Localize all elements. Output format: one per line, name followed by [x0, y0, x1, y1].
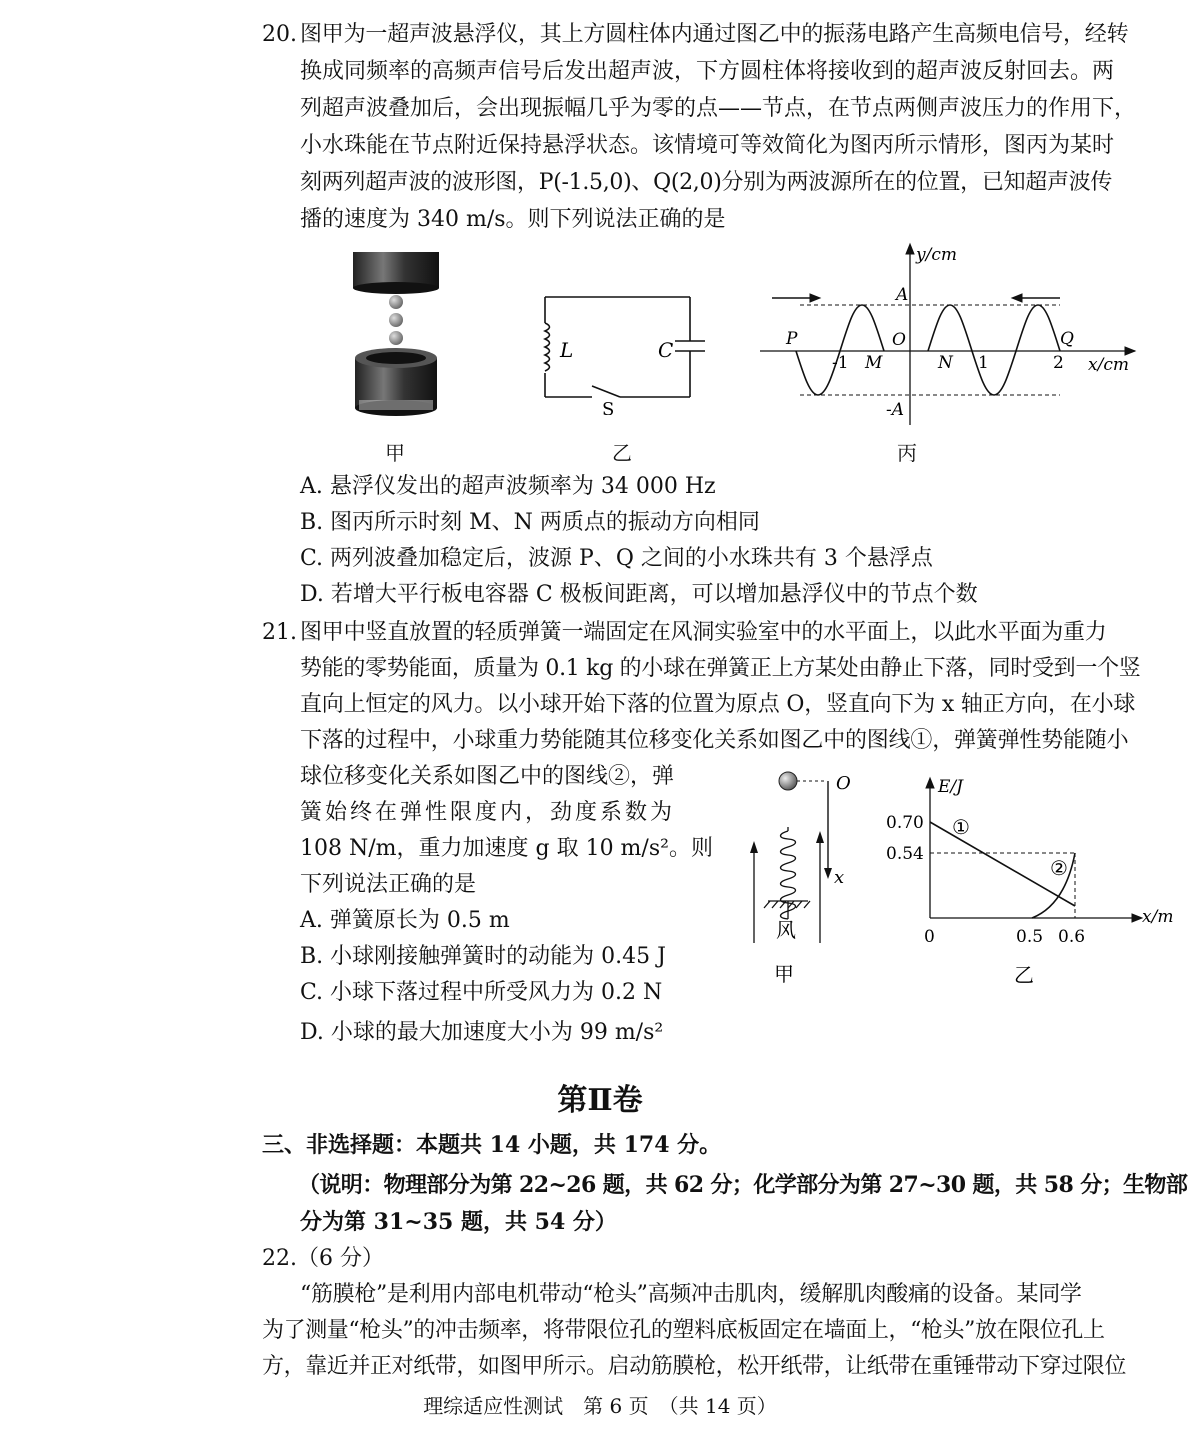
q20-option-d: D. 若增大平行板电容器 C 极板间距离，可以增加悬浮仪中的节点个数: [300, 582, 978, 607]
fig-yi-caption: 乙: [612, 441, 632, 465]
q20-line-5: 刻两列超声波的波形图，P(-1.5,0)、Q(2,0)分别为两波源所在的位置，已知超声波传: [300, 170, 1113, 195]
q20-line-3: 列超声波叠加后，会出现振幅几乎为零的点——节点，在节点两侧声波压力的作用下，: [300, 96, 1137, 121]
section-note-2: 分为第 31~35 题，共 54 分）: [300, 1209, 617, 1235]
tick-2: 2: [1053, 353, 1064, 373]
wave-x-label: x/cm: [1088, 355, 1129, 375]
levitator-figure: [345, 250, 445, 425]
q21-option-c: C. 小球下落过程中所受风力为 0.2 N: [300, 980, 663, 1005]
q21-option-d: D. 小球的最大加速度大小为 99 m/s²: [300, 1020, 664, 1045]
source-p-label: P: [786, 329, 798, 349]
energy-x-label: x/m: [1142, 907, 1174, 927]
fig-bing-caption: 丙: [897, 441, 917, 465]
q20-option-c: C. 两列波叠加稳定后，波源 P、Q 之间的小水珠共有 3 个悬浮点: [300, 546, 933, 571]
line-1-label: ①: [952, 815, 970, 839]
inductor-label: L: [560, 338, 574, 362]
section-title: 第Ⅱ卷: [557, 1083, 643, 1118]
tick-070: 0.70: [886, 813, 924, 833]
origin-o-label: O: [836, 773, 851, 794]
q22-line-1: “筋膜枪”是利用内部电机带动“枪头”高频冲击肌肉，缓解肌肉酸痛的设备。某同学: [300, 1282, 1082, 1307]
wave-diagram: [760, 240, 1160, 430]
energy-graph: [880, 770, 1180, 990]
q21-short-line-2: 簧始终在弹性限度内，劲度系数为: [300, 800, 676, 825]
q20-option-b: B. 图丙所示时刻 M、N 两质点的振动方向相同: [300, 510, 760, 535]
tick-1: 1: [978, 353, 989, 373]
q21-option-a: A. 弹簧原长为 0.5 m: [300, 908, 510, 933]
q21-number: 21.: [262, 620, 297, 645]
q21-short-line-1: 球位移变化关系如图乙中的图线②，弹: [300, 764, 675, 789]
fig21-yi-caption: 乙: [1014, 963, 1034, 987]
wind-label: 风: [776, 918, 796, 942]
right-wave: [928, 305, 1060, 395]
section-note-1: （说明：物理部分为第 22~26 题，共 62 分；化学部分为第 27~30 题，共 58 分；生物部: [298, 1172, 1188, 1198]
point-n-label: N: [938, 353, 953, 373]
fig21-jia-caption: 甲: [774, 962, 794, 986]
tick-x-06: 0.6: [1058, 927, 1086, 947]
amplitude-label: A: [896, 285, 909, 305]
q20-line-6: 播的速度为 340 m/s。则下列说法正确的是: [300, 207, 726, 232]
lc-circuit-figure: [530, 285, 720, 415]
left-wave: [796, 305, 884, 395]
q21-option-b: B. 小球刚接触弹簧时的动能为 0.45 J: [300, 944, 666, 969]
point-m-label: M: [865, 353, 883, 373]
q20-line-2: 换成同频率的高频声信号后发出超声波，下方圆柱体将接收到的超声波反射回去。两: [300, 59, 1115, 84]
q22-line-3: 方，靠近并正对纸带，如图甲所示。启动筋膜枪，松开纸带，让纸带在重锤带动下穿过限位: [262, 1354, 1127, 1379]
q21-line-2: 势能的零势能面，质量为 0.1 kg 的小球在弹簧正上方某处由静止下落，同时受到一个竖: [300, 656, 1141, 681]
q21-line-4: 下落的过程中，小球重力势能随其位移变化关系如图乙中的图线①，弹簧弹性势能随小: [300, 728, 1129, 753]
section-heading: 三、非选择题：本题共 14 小题，共 174 分。: [262, 1132, 722, 1158]
q20-line-1: 图甲为一超声波悬浮仪，其上方圆柱体内通过图乙中的振荡电路产生高频电信号，经转: [300, 22, 1129, 47]
x-axis-label: x: [834, 867, 845, 888]
wave-y-label: y/cm: [916, 245, 957, 265]
q20-line-4: 小水珠能在节点附近保持悬浮状态。该情境可等效简化为图丙所示情形，图丙为某时: [300, 133, 1115, 158]
tick-x-05: 0.5: [1016, 927, 1044, 947]
fig-jia-caption: 甲: [385, 441, 405, 465]
q21-line-1: 图甲中竖直放置的轻质弹簧一端固定在风洞实验室中的水平面上，以此水平面为重力: [300, 620, 1107, 645]
switch-label: S: [602, 399, 615, 415]
spring-wind-figure: [740, 765, 870, 995]
capacitor-label: C: [658, 338, 674, 362]
q20-option-a: A. 悬浮仪发出的超声波频率为 34 000 Hz: [300, 474, 716, 499]
q20-number: 20.: [262, 22, 297, 47]
tick-054: 0.54: [886, 844, 924, 864]
line-2-label: ②: [1050, 856, 1068, 880]
neg-amplitude-label: -A: [886, 400, 905, 420]
q21-short-line-3: 108 N/m，重力加速度 g 取 10 m/s²。则: [300, 836, 713, 861]
q21-short-line-4: 下列说法正确的是: [300, 872, 477, 897]
tick-neg1: -1: [832, 353, 849, 373]
energy-y-label: E/J: [938, 777, 963, 797]
origin-label: O: [892, 330, 906, 350]
tick-x-0: 0: [924, 927, 935, 947]
q22-number: 22.（6 分）: [262, 1246, 384, 1271]
source-q-label: Q: [1060, 329, 1074, 349]
q21-line-3: 直向上恒定的风力。以小球开始下落的位置为原点 O，竖直向下为 x 轴正方向，在小球: [300, 692, 1136, 717]
page-footer: 理综适应性测试 第 6 页 （共 14 页）: [423, 1394, 777, 1418]
q22-line-2: 为了测量“枪头”的冲击频率，将带限位孔的塑料底板固定在墙面上，“枪头”放在限位孔上: [262, 1318, 1105, 1343]
